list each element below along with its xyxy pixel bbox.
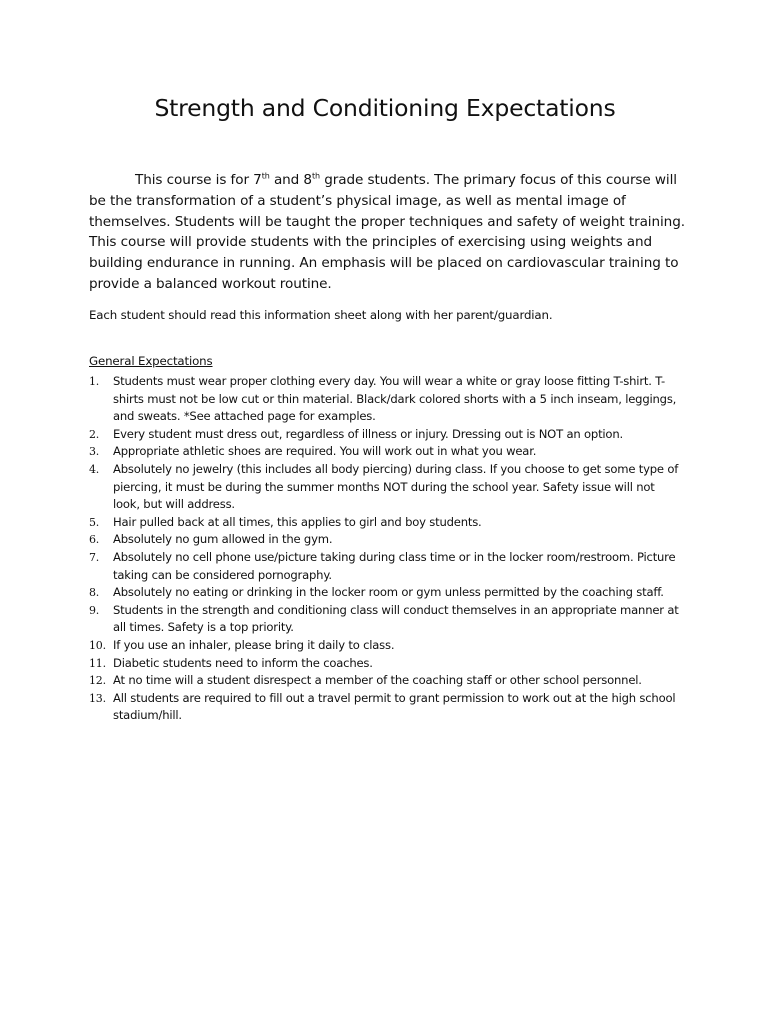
list-number: 3. — [89, 445, 100, 459]
list-number: 8. — [89, 586, 100, 600]
list-item-text: Appropriate athletic shoes are required. You will work out in what you wear. — [113, 444, 537, 459]
list-item-text: Students in the strength and conditioning class will conduct themselves in an appropriate manner at all times. Safety is a top priority. — [113, 602, 679, 635]
list-number: 13. — [89, 691, 106, 705]
intro-superscript-2: th — [311, 171, 320, 181]
intro-text-part3: grade students. The primary focus of this course will be the transformation of a student’s physical image, as well as mental image of themselves. Students will be taught the proper techniques and safety of weight training. This course will provide students with the principles of exercising using weights and building endurance in running. An emphasis will be placed on cardiovascular training to provide a balanced workout routine. — [89, 172, 685, 292]
list-number: 1. — [89, 375, 100, 388]
list-item-text: All students are required to fill out a travel permit to grant permission to work out at the high school stadium/hill. — [113, 690, 676, 723]
list-item — [89, 426, 683, 444]
list-item — [89, 443, 683, 461]
list-item-text: Absolutely no jewelry (this includes all body piercing) during class. If you choose to get some type of piercing, it must be during the summer months NOT during the school year. Safety issue will not look, but will address. — [113, 461, 679, 512]
list-number: 11. — [89, 656, 106, 670]
list-item — [89, 514, 683, 532]
list-number: 9. — [89, 603, 100, 617]
list-item — [89, 461, 683, 514]
list-item-text: Absolutely no cell phone use/picture taking during class time or in the locker room/restroom. Picture taking can be considered pornography. — [113, 549, 676, 582]
list-item — [89, 373, 683, 426]
parent-note: Each student should read this information sheet along with her parent/guardian. — [89, 308, 553, 322]
list-item — [89, 655, 683, 673]
expectations-list — [89, 373, 683, 725]
list-item — [89, 602, 683, 637]
list-item-text: Students must wear proper clothing every day. You will wear a white or gray loose fitting T-shirt. T-shirts must not be low cut or thin material. Black/dark colored shorts with a 5 inch inseam, leggings, and sweats. *See attached page for examples. — [113, 374, 677, 424]
intro-text-part2: and 8 — [269, 172, 312, 188]
section-heading: General Expectations — [89, 354, 213, 368]
list-item-text: Absolutely no gum allowed in the gym. — [113, 532, 333, 547]
list-item — [89, 672, 683, 690]
list-number: 6. — [89, 533, 100, 547]
list-number: 2. — [89, 427, 100, 441]
list-item — [89, 531, 683, 549]
list-item — [89, 549, 683, 584]
list-item-text: If you use an inhaler, please bring it daily to class. — [113, 637, 395, 652]
intro-superscript-1: th — [261, 171, 270, 181]
list-item — [89, 690, 683, 725]
list-number: 4. — [89, 462, 100, 476]
intro-paragraph — [89, 170, 689, 295]
list-number: 5. — [89, 515, 100, 529]
list-item-text: Diabetic students need to inform the coaches. — [113, 655, 373, 670]
list-number: 12. — [89, 674, 106, 688]
intro-text-part1: This course is for 7 — [135, 172, 262, 188]
list-item-text: Absolutely no eating or drinking in the locker room or gym unless permitted by the coaching staff. — [113, 585, 664, 600]
list-number: 10. — [89, 638, 106, 652]
list-number: 7. — [89, 550, 100, 564]
list-item-text: Every student must dress out, regardless of illness or injury. Dressing out is NOT an option. — [113, 426, 623, 441]
list-item — [89, 584, 683, 602]
list-item-text: Hair pulled back at all times, this applies to girl and boy students. — [113, 514, 482, 529]
list-item-text: At no time will a student disrespect a member of the coaching staff or other school personnel. — [113, 673, 642, 688]
list-item — [89, 637, 683, 655]
document-title: Strength and Conditioning Expectations — [154, 94, 616, 122]
